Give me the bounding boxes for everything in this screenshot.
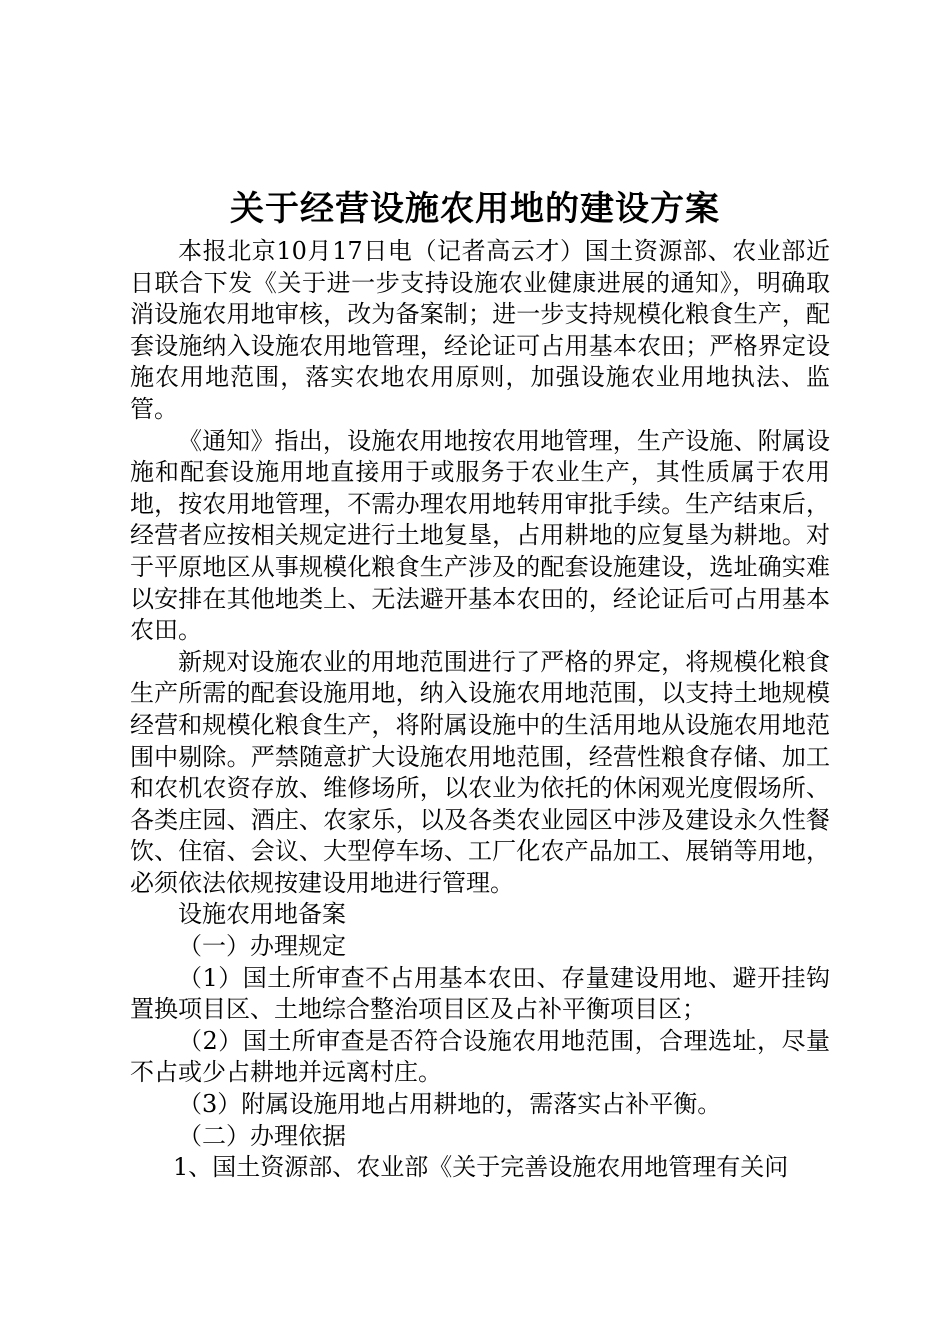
- reference-item: 1、国土资源部、农业部《关于完善设施农用地管理有关问: [173, 1153, 789, 1182]
- list-item: （2）国土所审查是否符合设施农用地范围，合理选址，尽量不占或少占耕地并远离村庄。: [130, 1026, 830, 1087]
- document-body: [130, 236, 830, 1184]
- list-item: （3）附属设施用地占用耕地的，需落实占补平衡。: [178, 1090, 722, 1119]
- subsection-heading-2: （二）办理依据: [178, 1121, 346, 1150]
- list-item: （1）国土所审查不占用基本农田、存量建设用地、避开挂钩置换项目区、土地综合整治项目区及占补平衡项目区；: [130, 963, 830, 1024]
- paragraph-3: 新规对设施农业的用地范围进行了严格的界定，将规模化粮食生产所需的配套设施用地，纳入设施农用地范围，以支持土地规模经营和规模化粮食生产，将附属设施中的生活用地从设施农用地范围中剔除。严禁随意扩大设施农用地范围，经营性粮食存储、加工和农机农资存放、维修场所，以农业为依托的休闲观光度假场所、各类庄园、酒庄、农家乐，以及各类农业园区中涉及建设永久性餐饮、住宿、会议、大型停车场、工厂化农产品加工、展销等用地，必须依法依规按建设用地进行管理。: [130, 647, 830, 897]
- subsection-heading-1: （一）办理规定: [178, 932, 346, 961]
- section-heading: 设施农用地备案: [178, 900, 346, 929]
- paragraph-2: 《通知》指出，设施农用地按农用地管理，生产设施、附属设施和配套设施用地直接用于或服务于农业生产，其性质属于农用地，按农用地管理，不需办理农用地转用审批手续。生产结束后，经营者应按相关规定进行土地复垦，占用耕地的应复垦为耕地。对于平原地区从事规模化粮食生产涉及的配套设施建设，选址确实难以安排在其他地类上、无法避开基本农田的，经论证后可占用基本农田。: [130, 426, 830, 645]
- document-title: 关于经营设施农用地的建设方案: [230, 189, 720, 229]
- paragraph-1: 本报北京10月17日电（记者高云才）国土资源部、农业部近日联合下发《关于进一步支持设施农业健康进展的通知》，明确取消设施农用地审核，改为备案制；进一步支持规模化粮食生产，配套设施纳入设施农用地管理，经论证可占用基本农田；严格界定设施农用地范围，落实农地农用原则，加强设施农业用地执法、监管。: [130, 237, 830, 423]
